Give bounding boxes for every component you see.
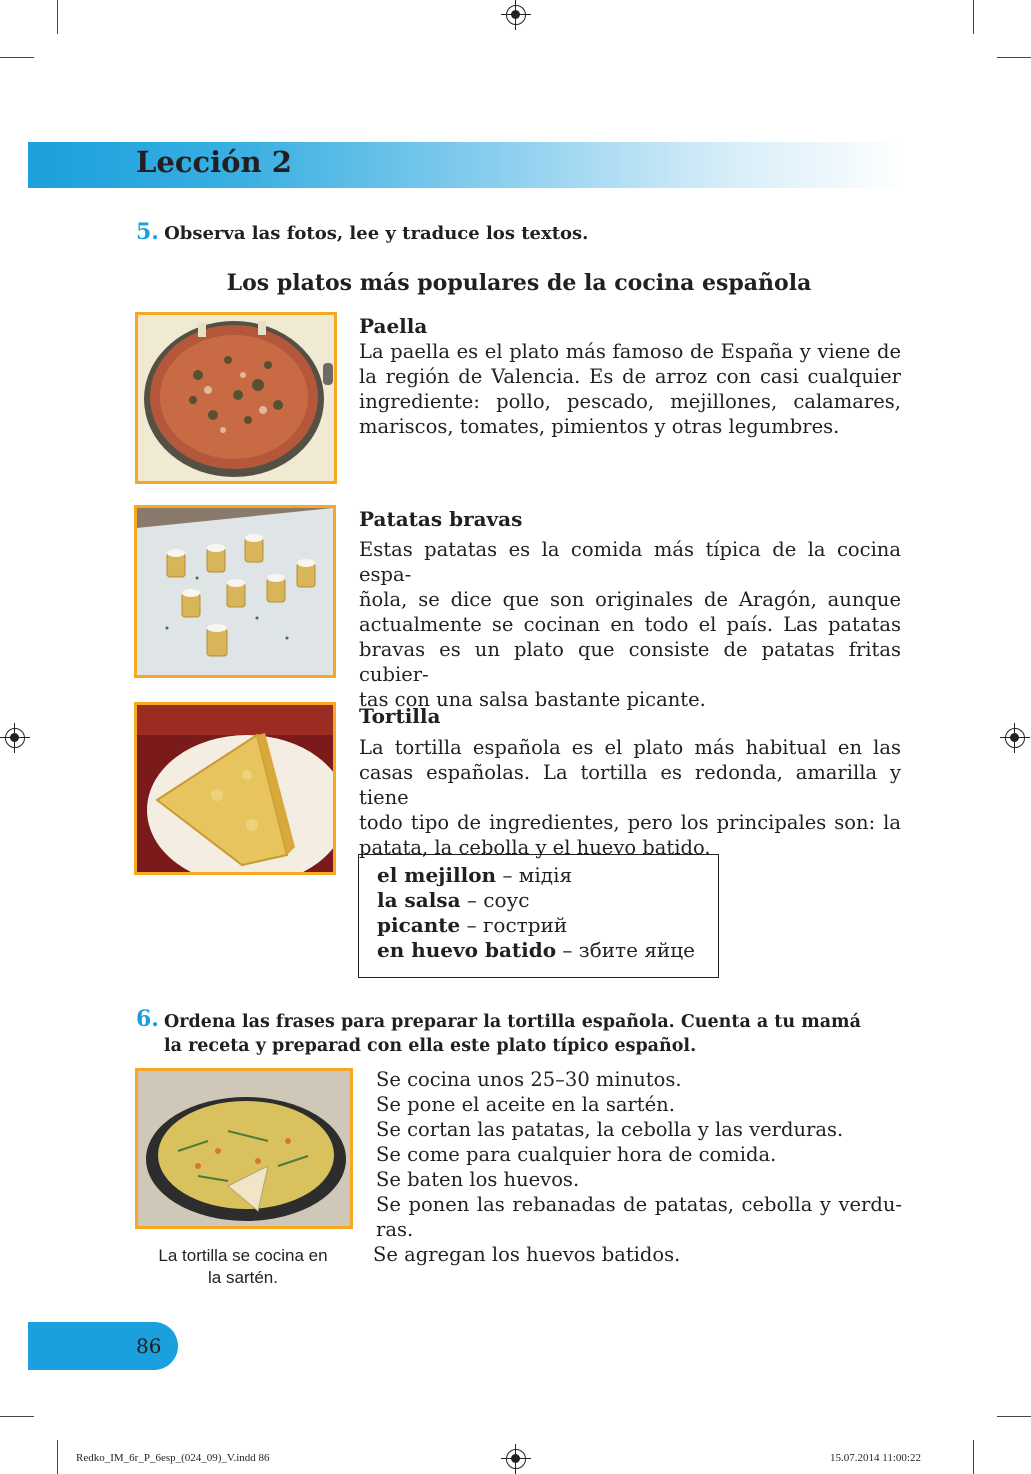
crop-mark — [973, 1440, 974, 1474]
step-line: Se agregan los huevos batidos. — [373, 1243, 681, 1266]
text-line: actualmente se cocinan en todo el país. Las patatas — [359, 613, 901, 636]
text-line: La paella es el plato más famoso de España y viene de — [359, 340, 901, 363]
text-line: bravas es un plato que consiste de patatas fritas cubier- — [359, 638, 901, 686]
crop-mark — [57, 1440, 58, 1474]
text-line: la región de Valencia. Es de arroz con casi cualquier — [359, 365, 901, 388]
text-line: La tortilla española es el plato más habitual en las — [359, 736, 901, 759]
lesson-title: Lección 2 — [136, 145, 292, 179]
registration-mark-icon — [1005, 728, 1025, 748]
dish-name-tortilla: Tortilla — [359, 704, 441, 728]
tortilla-pan-photo — [135, 1068, 353, 1229]
paella-photo — [135, 312, 337, 484]
vocab-entry: en huevo batido – збите яйце — [377, 938, 695, 962]
instruction-line: Ordena las frases para preparar la tortilla española. Cuenta a tu mamá — [164, 1012, 861, 1032]
vocabulary-box — [358, 854, 719, 978]
caption-line: la sartén. — [208, 1268, 278, 1287]
recipe-steps — [373, 1067, 902, 1267]
step-line: ras. — [376, 1218, 414, 1241]
dish-description-paella — [359, 339, 901, 439]
section-heading: Los platos más populares de la cocina española — [226, 270, 812, 296]
step-line: Se baten los huevos. — [376, 1168, 580, 1191]
task-number: 5. — [136, 219, 159, 245]
instruction-line: la receta y preparad con ella este plato típico español. — [164, 1036, 697, 1056]
registration-mark-icon — [506, 1449, 526, 1469]
text-line: todo tipo de ingredientes, pero los principales son: la — [359, 811, 901, 834]
tortilla-photo — [134, 702, 336, 875]
page-number: 86 — [136, 1334, 162, 1358]
photo-caption — [130, 1245, 356, 1289]
step-line: Se come para cualquier hora de comida. — [376, 1143, 777, 1166]
text-line: ñola, se dice que son originales de Aragón, aunque — [359, 588, 901, 611]
text-line: casas españolas. La tortilla es redonda, amarilla y tiene — [359, 761, 901, 809]
step-line: Se pone el aceite en la sartén. — [376, 1093, 675, 1116]
step-line: Se ponen las rebanadas de patatas, cebolla y verdu- — [376, 1193, 902, 1216]
dish-name-patatas-bravas: Patatas bravas — [359, 507, 523, 531]
text-line: tas con una salsa bastante picante. — [359, 688, 706, 711]
footer-filename: Redko_IM_6r_P_6esp_(024_09)_V.indd 86 — [76, 1452, 270, 1464]
registration-mark-icon — [5, 728, 25, 748]
crop-mark — [973, 0, 974, 34]
task-6-instruction — [164, 1010, 904, 1058]
text-line: Estas patatas es la comida más típica de la cocina espa- — [359, 538, 901, 586]
crop-mark — [0, 57, 34, 58]
crop-mark — [997, 57, 1031, 58]
task-5-instruction — [136, 219, 588, 245]
vocab-entry: picante – гострий — [377, 913, 568, 937]
vocab-entry: la salsa – соус — [377, 888, 530, 912]
crop-mark — [0, 1416, 34, 1417]
dish-description-patatas-bravas — [359, 537, 901, 712]
crop-mark — [57, 0, 58, 34]
task-text: Observa las fotos, lee y traduce los textos. — [164, 223, 589, 244]
task-number: 6. — [136, 1006, 159, 1032]
text-line: ingrediente: pollo, pescado, mejillones, calamares, — [359, 390, 901, 413]
step-line: Se cortan las patatas, la cebolla y las verduras. — [376, 1118, 844, 1141]
registration-mark-icon — [506, 5, 526, 25]
text-line: mariscos, tomates, pimientos y otras legumbres. — [359, 415, 840, 438]
text-line: patata, la cebolla y el huevo batido. — [359, 836, 711, 859]
dish-name-paella: Paella — [359, 314, 428, 338]
dish-description-tortilla — [359, 735, 901, 860]
vocab-entry: el mejillon – мідія — [377, 863, 573, 887]
patatas-bravas-photo — [134, 505, 336, 678]
caption-line: La tortilla se cocina en — [158, 1246, 328, 1265]
footer-date: 15.07.2014 11:00:22 — [830, 1452, 921, 1464]
step-line: Se cocina unos 25–30 minutos. — [376, 1068, 682, 1091]
crop-mark — [997, 1416, 1031, 1417]
